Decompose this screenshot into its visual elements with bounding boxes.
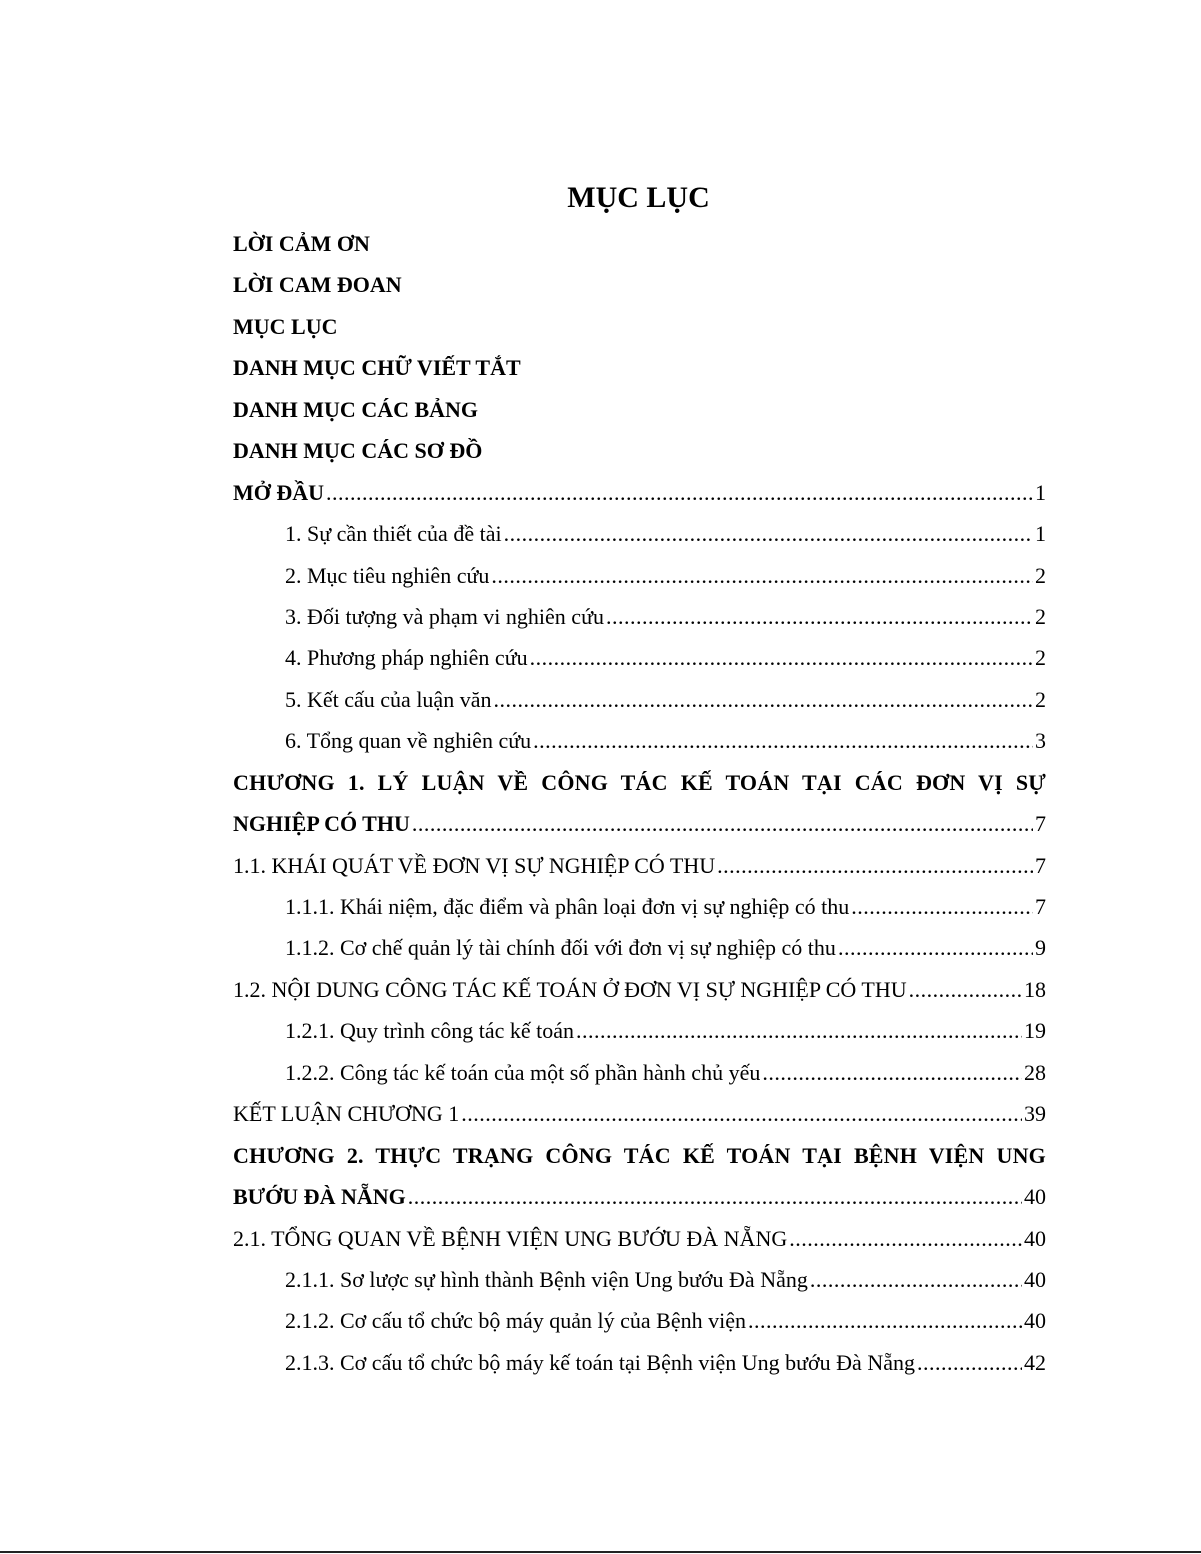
toc-entry-page: 2 xyxy=(1035,686,1046,712)
dot-leader xyxy=(789,1218,1022,1259)
dot-leader xyxy=(851,886,1033,927)
toc-entry-page: 1 xyxy=(1035,479,1046,505)
dot-leader xyxy=(917,1342,1022,1383)
toc-entry xyxy=(233,1342,1046,1383)
toc-entry xyxy=(233,969,1046,1010)
toc-entry-page: 40 xyxy=(1024,1225,1046,1251)
toc-entry-page: 42 xyxy=(1024,1349,1046,1375)
dot-leader xyxy=(606,596,1033,637)
toc-chapter-1-entry xyxy=(233,803,1046,844)
dot-leader xyxy=(762,1052,1022,1093)
toc-entry-page: 40 xyxy=(1024,1308,1046,1334)
toc-front-loi-cam-on: LỜI CẢM ƠN xyxy=(233,231,370,256)
toc-entry-label: 2.1.1. Sơ lược sự hình thành Bệnh viện Ung bướu Đà Nẵng xyxy=(285,1266,808,1292)
toc-chapter-2-heading: CHƯƠNG 2. THỰC TRẠNG CÔNG TÁC KẾ TOÁN TẠI BỆNH VIỆN UNG xyxy=(233,1142,1046,1168)
toc-entry-label: KẾT LUẬN CHƯƠNG 1 xyxy=(233,1101,460,1127)
toc-front-chu-viet-tat: DANH MỤC CHỮ VIẾT TẮT xyxy=(233,355,521,381)
toc-entry xyxy=(233,845,1046,886)
toc-entry xyxy=(233,555,1046,596)
dot-leader xyxy=(326,472,1033,513)
toc-entry-page: 2 xyxy=(1035,603,1046,629)
page-bottom-edge xyxy=(0,1551,1201,1553)
toc-entry xyxy=(233,679,1046,720)
dot-leader xyxy=(717,845,1033,886)
toc-entry-label: MỞ ĐẦU xyxy=(233,479,325,505)
dot-leader xyxy=(533,720,1033,761)
toc-front-cac-so-do: DANH MỤC CÁC SƠ ĐỒ xyxy=(233,438,483,464)
toc-entry-label: 3. Đối tượng và phạm vi nghiên cứu xyxy=(285,603,604,629)
toc-entry xyxy=(233,720,1046,761)
dot-leader xyxy=(748,1300,1022,1341)
toc-entry-page: 28 xyxy=(1024,1059,1046,1085)
dot-leader xyxy=(810,1259,1022,1300)
toc-entry-page: 40 xyxy=(1024,1184,1046,1210)
dot-leader xyxy=(530,637,1033,678)
toc-entry-mo-dau xyxy=(233,472,1046,513)
toc-entry-page: 2 xyxy=(1035,562,1046,588)
dot-leader xyxy=(461,1093,1022,1134)
toc-entry-page: 2 xyxy=(1035,645,1046,671)
dot-leader xyxy=(838,927,1033,968)
toc-entry-label: 5. Kết cấu của luận văn xyxy=(285,686,492,712)
toc-chapter-1-heading: CHƯƠNG 1. LÝ LUẬN VỀ CÔNG TÁC KẾ TOÁN TẠI CÁC ĐƠN VỊ SỰ xyxy=(233,769,1046,795)
toc-entry-page: 18 xyxy=(1024,976,1046,1002)
toc-entry xyxy=(233,1010,1046,1051)
dot-leader xyxy=(412,803,1033,844)
toc-entry-label: 1. Sự cần thiết của đề tài xyxy=(285,521,502,547)
page-title: MỤC LỤC xyxy=(567,181,710,214)
toc-entry xyxy=(233,596,1046,637)
toc-entry-label: 6. Tổng quan về nghiên cứu xyxy=(285,728,532,754)
toc-front-muc-luc: MỤC LỤC xyxy=(233,313,338,339)
toc-entry xyxy=(233,886,1046,927)
toc-front-loi-cam-doan: LỜI CAM ĐOAN xyxy=(233,272,402,298)
toc-entry-label: 1.2.2. Công tác kế toán của một số phần hành chủ yếu xyxy=(285,1059,761,1085)
toc-entry xyxy=(233,1218,1046,1259)
toc-entry-label: BƯỚU ĐÀ NẴNG xyxy=(233,1184,406,1210)
toc-entry-page: 3 xyxy=(1035,728,1046,754)
toc-front-cac-bang: DANH MỤC CÁC BẢNG xyxy=(233,396,479,422)
toc-entry-label: 1.1. KHÁI QUÁT VỀ ĐƠN VỊ SỰ NGHIỆP CÓ THU xyxy=(233,852,716,878)
dot-leader xyxy=(504,513,1033,554)
dot-leader xyxy=(408,1176,1022,1217)
toc-entry-label: 2. Mục tiêu nghiên cứu xyxy=(285,562,490,588)
toc-chapter-2-entry xyxy=(233,1176,1046,1217)
toc-entry-page: 39 xyxy=(1024,1101,1046,1127)
toc-entry-page: 7 xyxy=(1035,811,1046,837)
toc-entry-label: 2.1.2. Cơ cấu tổ chức bộ máy quản lý của Bệnh viện xyxy=(285,1308,747,1334)
toc-entry-label: 1.2.1. Quy trình công tác kế toán xyxy=(285,1018,574,1044)
toc-entry-page: 7 xyxy=(1035,852,1046,878)
dot-leader xyxy=(576,1010,1022,1051)
toc-entry-page: 1 xyxy=(1035,521,1046,547)
toc-entry xyxy=(233,513,1046,554)
toc-entry xyxy=(233,1300,1046,1341)
toc-entry-page: 7 xyxy=(1035,894,1046,919)
toc-entry xyxy=(233,1093,1046,1134)
toc-entry-page: 40 xyxy=(1024,1266,1046,1292)
toc-entry xyxy=(233,637,1046,678)
toc-entry xyxy=(233,927,1046,968)
toc-entry-page: 19 xyxy=(1024,1018,1046,1044)
toc-entry xyxy=(233,1052,1046,1093)
table-of-contents xyxy=(233,223,1046,1383)
toc-entry xyxy=(233,1259,1046,1300)
toc-entry-label: 4. Phương pháp nghiên cứu xyxy=(285,645,528,671)
toc-entry-label: 1.1.1. Khái niệm, đặc điểm và phân loại đơn vị sự nghiệp có thu xyxy=(285,894,850,919)
toc-entry-label: 1.2. NỘI DUNG CÔNG TÁC KẾ TOÁN Ở ĐƠN VỊ SỰ NGHIỆP CÓ THU xyxy=(233,976,907,1002)
dot-leader xyxy=(491,555,1033,596)
toc-entry-label: 2.1.3. Cơ cấu tổ chức bộ máy kế toán tại Bệnh viện Ung bướu Đà Nẵng xyxy=(285,1349,915,1375)
toc-entry-page: 9 xyxy=(1035,935,1046,961)
dot-leader xyxy=(909,969,1022,1010)
toc-entry-label: 2.1. TỔNG QUAN VỀ BỆNH VIỆN UNG BƯỚU ĐÀ NẴNG xyxy=(233,1225,788,1251)
toc-entry-label: NGHIỆP CÓ THU xyxy=(233,811,410,837)
dot-leader xyxy=(493,679,1033,720)
toc-entry-label: 1.1.2. Cơ chế quản lý tài chính đối với đơn vị sự nghiệp có thu xyxy=(285,935,836,961)
